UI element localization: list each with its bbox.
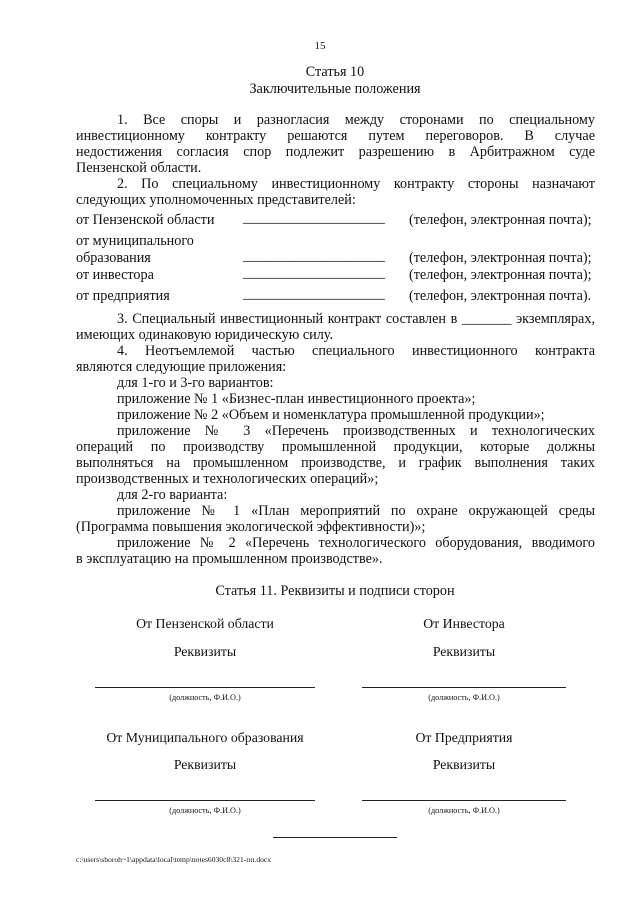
para4-line1: 4. Неотъемлемой частью специального инвестиционного контракта — [117, 343, 595, 359]
footer-file-path: c:\users\shoroh~1\appdata\local\temp\notes6030c8\321-пп.docx — [76, 855, 272, 864]
sig-investor-details: Реквизиты — [432, 644, 496, 659]
page-number: 15 — [314, 40, 326, 52]
rep-contact-enterprise: (телефон, электронная почта). — [409, 288, 592, 304]
para4-line2: являются следующие приложения: — [76, 359, 287, 375]
end-separator — [273, 837, 397, 838]
para1-line1: 1. Все споры и разногласия между сторонами по специальному — [117, 112, 595, 128]
sig-enterprise-party: От Предприятия — [415, 730, 513, 745]
para4-line11: приложение № 1 «План мероприятий по охране окружающей среды — [117, 503, 595, 519]
rep-party-enterprise: от предприятия — [76, 288, 170, 304]
sig-region-line — [95, 687, 315, 688]
sig-enterprise-line — [362, 800, 566, 801]
rep-blank-municipal: ____________________ — [243, 248, 385, 264]
para3-line1: 3. Специальный инвестиционный контракт составлен в _______ экземплярах, — [117, 311, 595, 327]
para1-line3: недостижения согласия спор подлежит разрешению в Арбитражном суде — [76, 144, 595, 160]
rep-blank-enterprise: ____________________ — [243, 286, 385, 302]
para4-line3: для 1-го и 3-го вариантов: — [117, 375, 274, 391]
rep-blank-region: ____________________ — [243, 210, 385, 226]
sig-enterprise-details: Реквизиты — [432, 757, 496, 772]
rep-party-municipal-2: образования — [76, 250, 151, 266]
para2-line1: 2. По специальному инвестиционному контракту стороны назначают — [117, 176, 595, 192]
sig-region-details: Реквизиты — [173, 644, 237, 659]
rep-blank-investor: ____________________ — [243, 265, 385, 281]
rep-contact-region: (телефон, электронная почта); — [409, 212, 592, 228]
para4-line7: операций по производству промышленной продукции, которые должны — [76, 439, 595, 455]
para4-line8: выполняться на промышленном производстве, и график выполнения таких — [76, 455, 595, 471]
para4-line6: приложение № 3 «Перечень производственных и технологических — [117, 423, 595, 439]
sig-municipal-party: От Муниципального образования — [106, 730, 304, 745]
rep-contact-municipal: (телефон, электронная почта); — [409, 250, 592, 266]
para4-line10: для 2-го варианта: — [117, 487, 228, 503]
sig-region-party: От Пензенской области — [136, 616, 274, 631]
sig-investor-hint: (должность, Ф.И.О.) — [428, 693, 500, 702]
para1-line2: инвестиционному контракту решаются путем переговоров. В случае — [76, 128, 595, 144]
para4-line4: приложение № 1 «Бизнес-план инвестиционного проекта»; — [117, 391, 476, 407]
para2-line2: следующих уполномоченных представителей: — [76, 192, 356, 208]
para4-line12: (Программа повышения экологической эффективности)»; — [76, 519, 426, 535]
rep-party-region: от Пензенской области — [76, 212, 215, 228]
para4-line13: приложение № 2 «Перечень технологического оборудования, вводимого — [117, 535, 595, 551]
sig-municipal-details: Реквизиты — [173, 757, 237, 772]
article-11-title: Статья 11. Реквизиты и подписи сторон — [215, 583, 455, 599]
sig-investor-party: От Инвестора — [423, 616, 505, 631]
article-10-subtitle: Заключительные положения — [249, 81, 421, 97]
para4-line9: производственных и технологических операций»; — [76, 471, 379, 487]
sig-investor-line — [362, 687, 566, 688]
rep-party-investor: от инвестора — [76, 267, 154, 283]
para1-line4: Пензенской области. — [76, 160, 202, 176]
sig-enterprise-hint: (должность, Ф.И.О.) — [428, 806, 500, 815]
sig-municipal-hint: (должность, Ф.И.О.) — [169, 806, 241, 815]
para4-line14: в эксплуатацию на промышленном производстве». — [76, 551, 383, 567]
article-10-title: Статья 10 — [305, 64, 365, 80]
rep-party-municipal: от муниципального — [76, 233, 194, 249]
para4-line5: приложение № 2 «Объем и номенклатура промышленной продукции»; — [117, 407, 545, 423]
para3-line2: имеющих одинаковую юридическую силу. — [76, 327, 334, 343]
sig-municipal-line — [95, 800, 315, 801]
rep-contact-investor: (телефон, электронная почта); — [409, 267, 592, 283]
sig-region-hint: (должность, Ф.И.О.) — [169, 693, 241, 702]
